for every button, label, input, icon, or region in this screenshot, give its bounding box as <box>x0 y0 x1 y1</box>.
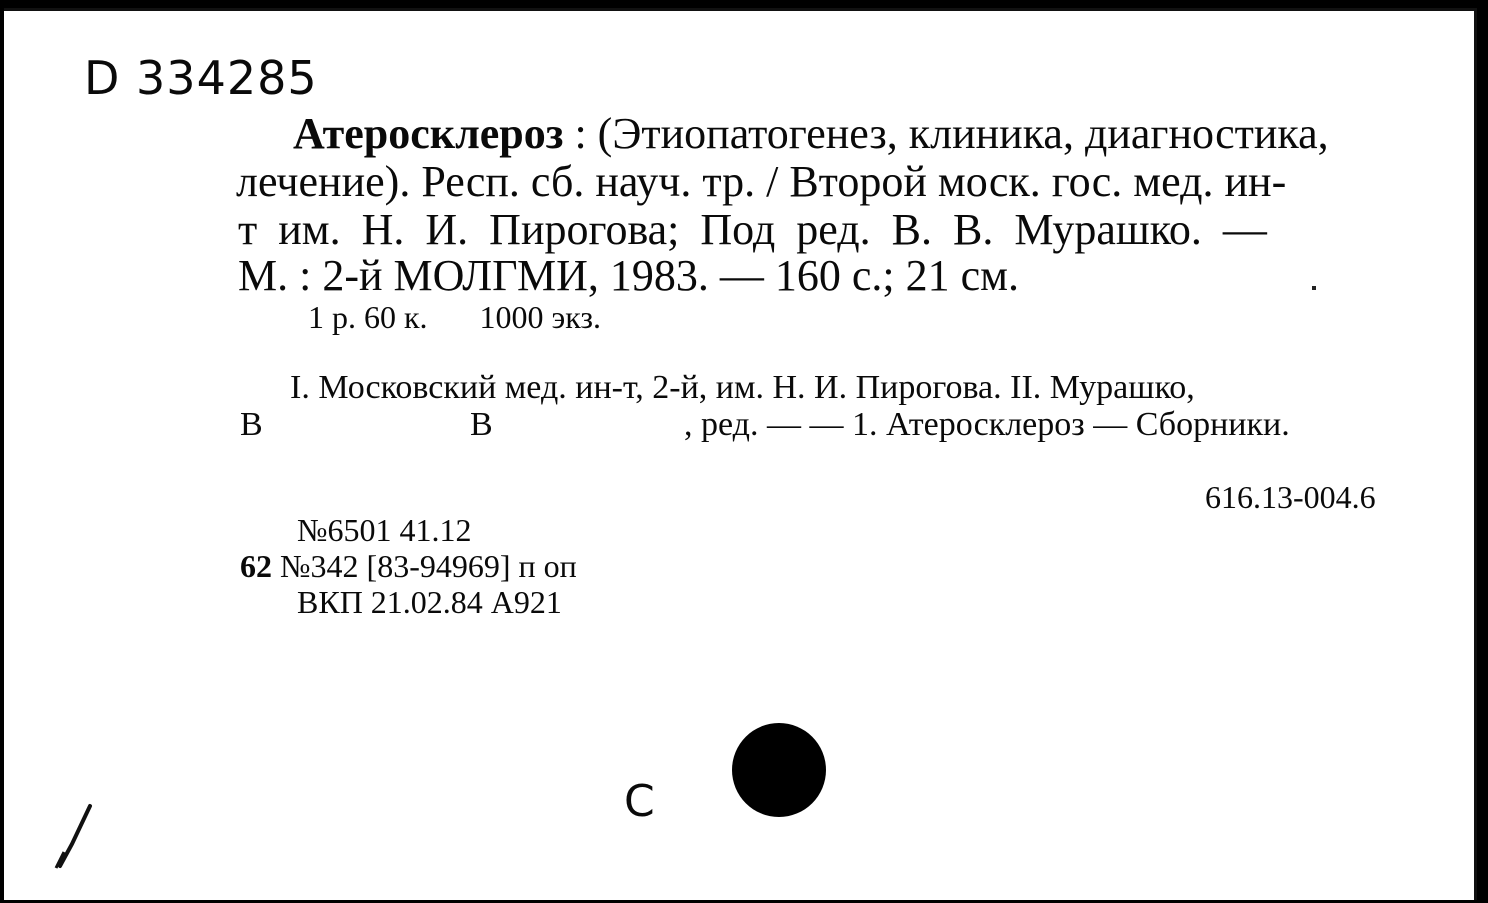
price-line <box>308 301 601 333</box>
udc-number: 616.13-004.6 <box>1205 479 1376 515</box>
control-line-2-text: №342 [83-94969] п оп <box>280 548 577 584</box>
price: 1 р. 60 к. <box>308 299 428 335</box>
tracing-v2: В <box>470 406 493 443</box>
control-line-1: №6501 41.12 <box>297 512 472 548</box>
description-line-4: М. : 2-й МОЛГМИ, 1983. — 160 с.; 21 см. <box>238 251 1019 300</box>
handwritten-mark-icon <box>50 802 100 872</box>
title-line-1 <box>293 109 1329 158</box>
title-rest: : (Этиопатогенез, клиника, диагностика, <box>563 109 1329 158</box>
control-prefix: 62 <box>240 548 272 584</box>
bottom-letter: С <box>624 776 655 827</box>
control-line-3: ВКП 21.02.84 А921 <box>297 584 562 620</box>
tracing-v1: В <box>240 406 263 443</box>
copies: 1000 экз. <box>479 299 602 335</box>
description-line-2: лечение). Респ. сб. науч. тр. / Второй моск. гос. мед. ин- <box>236 157 1287 206</box>
title-bold: Атеросклероз <box>293 109 564 158</box>
call-number: D 334285 <box>84 51 318 105</box>
tracing-line-1: I. Московский мед. ин-т, 2-й, им. Н. И. Пирогова. II. Мурашко, <box>290 369 1195 406</box>
speck <box>1312 286 1316 290</box>
punch-hole <box>732 723 826 817</box>
tracing-rest: , ред. — — 1. Атеросклероз — Сборники. <box>684 406 1290 443</box>
control-line-2 <box>240 550 577 582</box>
description-line-3: т им. Н. И. Пирогова; Под ред. В. В. Мурашко. — <box>238 205 1267 254</box>
